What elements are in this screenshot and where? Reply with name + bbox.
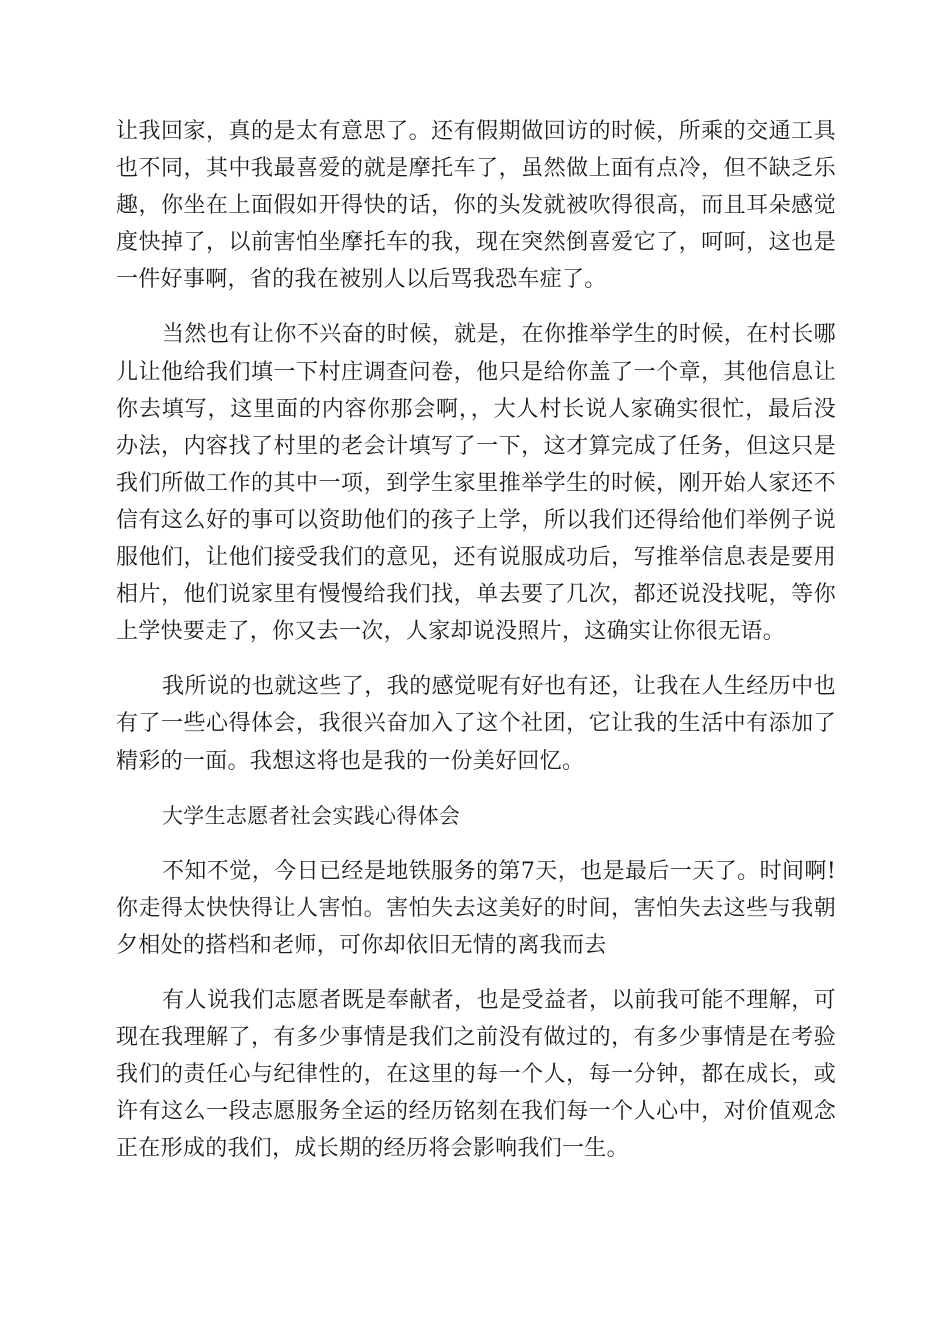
paragraph-conclusion: 我所说的也就这些了，我的感觉呢有好也有还，让我在人生经历中也有了一些心得体会，我很兴奋加入了这个社团，它让我的生活中有添加了精彩的一面。我想这将也是我的一份美好回忆。 [116, 674, 836, 774]
paragraph-volunteer-reflection: 有人说我们志愿者既是奉献者，也是受益者，以前我可能不理解，可现在我理解了，有多少事情是我们之前没有做过的，有多少事情是在考验我们的责任心与纪律性的，在这里的每一个人，每一分钟，都在成长，或许有这么一段志愿服务全运的经历铭刻在我们每一个人心中，对价值观念正在形成的我们，成长期的经历将会影响我们一生。 [116, 987, 836, 1162]
section-heading: 大学生志愿者社会实践心得体会 [162, 803, 461, 828]
document-body [116, 113, 836, 1185]
paragraph-village-survey: 当然也有让你不兴奋的时候，就是，在你推举学生的时候，在村长哪儿让他给我们填一下村庄调查问卷，他只是给你盖了一个章，其他信息让你去填写，这里面的内容你那会啊，，大人村长说人家确实很忙，最后没办法，内容找了村里的老会计填写了一下，这才算完成了任务，但这只是我们所做工作的其中一项，到学生家里推举学生的时候，刚开始人家还不信有这么好的事可以资助他们的孩子上学，所以我们还得给他们举例子说服他们，让他们接受我们的意见，还有说服成功后，写推举信息表是要用相片，他们说家里有慢慢给我们找，单去要了几次，都还说没找呢，等你上学快要走了，你又去一次，人家却说没照片，这确实让你很无语。 [116, 322, 836, 645]
paragraph-subway-service: 不知不觉，今日已经是地铁服务的第7天，也是最后一天了。时间啊!你走得太快快得让人害怕。害怕失去这美好的时间，害怕失去这些与我朝夕相处的搭档和老师，可你却依旧无情的离我而去 [116, 858, 836, 958]
paragraph-continued: 让我回家，真的是太有意思了。还有假期做回访的时候，所乘的交通工具也不同，其中我最喜爱的就是摩托车了，虽然做上面有点冷，但不缺乏乐趣，你坐在上面假如开得快的话，你的头发就被吹得很高，而且耳朵感觉度快掉了，以前害怕坐摩托车的我，现在突然倒喜爱它了，呵呵，这也是一件好事啊，省的我在被别人以后骂我恐车症了。 [116, 119, 836, 293]
